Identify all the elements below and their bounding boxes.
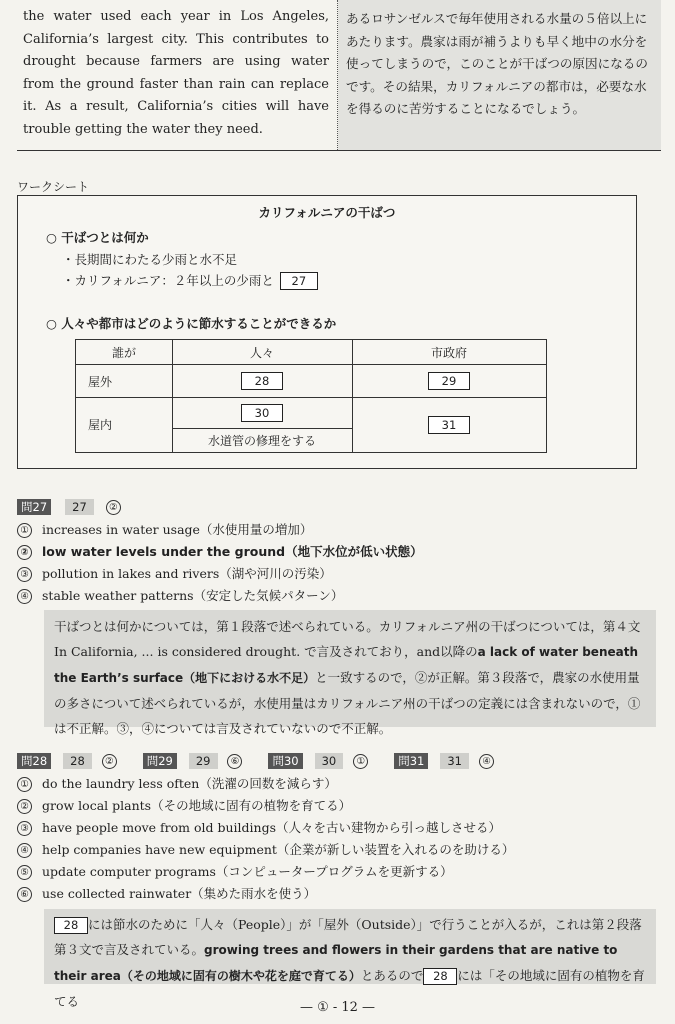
header-city: 市政府	[430, 346, 467, 360]
answer-box-29: 29	[428, 372, 470, 390]
q27-option-3: ③ pollution in lakes and rivers（湖や河川の汚染）	[17, 564, 332, 582]
q27-explanation: 干ばつとは何かについては，第１段落で述べられている。カリフォルニア州の干ばつについては，第４文 In California, ... is considered drought. で言及されており，and以降のa lack of water beneath the Earth’s surface（地下における水不足）と一致するので，②が正解。第３段落で，農家の水使用量の多さについて述べられているが，水使用量はカリフォルニア州の干ばつの定義には含まれないので，①は不正解。③，④については言及されていないので不正解。	[44, 610, 656, 727]
q29-tag: 問29	[143, 753, 177, 769]
q27-answer: ②	[106, 500, 121, 515]
q29-num: 29	[189, 753, 218, 769]
q31-answer: ④	[479, 754, 494, 769]
q28-option-5: ⑤ update computer programs（コンピュータープログラムを更新する）	[17, 862, 453, 880]
q30-tag: 問30	[268, 753, 302, 769]
q30-num: 30	[315, 753, 344, 769]
q27-tag: 問27	[17, 499, 51, 515]
q28-option-6: ⑥ use collected rainwater（集めた雨水を使う）	[17, 884, 316, 902]
english-passage: the water used each year in Los Angeles, California’s largest city. This contributes to drought because farmers are using water from the ground faster than rain can replace it. As a result, California’s cities will have trouble getting the water they need.	[23, 9, 329, 137]
q31-num: 31	[440, 753, 469, 769]
column-divider	[337, 0, 338, 150]
worksheet-label: ワークシート	[17, 180, 90, 194]
q28-answer: ②	[102, 754, 117, 769]
row-indoor: 屋内	[88, 418, 113, 432]
q27-num: 27	[65, 499, 94, 515]
q28-option-4: ④ help companies have new equipment（企業が新しい装置を入れるのを助ける）	[17, 840, 514, 858]
answer-box-31: 31	[428, 416, 470, 434]
q30-answer: ①	[353, 754, 368, 769]
section1-line2	[62, 271, 318, 290]
worksheet-table	[75, 339, 547, 453]
q27-option-1: ① increases in water usage（水使用量の増加）	[17, 520, 312, 538]
q28-tag: 問28	[17, 753, 51, 769]
q28-option-2: ② grow local plants（その地域に固有の植物を育てる）	[17, 796, 351, 814]
section1-heading: ○ 干ばつとは何か	[46, 230, 149, 245]
header-who: 誰が	[111, 346, 136, 360]
q28-option-3: ③ have people move from old buildings（人々を古い建物から引っ越しさせる）	[17, 818, 501, 836]
q27-header	[17, 499, 121, 515]
section1-line2-text: ・カリフォルニア：２年以上の少雨と	[62, 273, 274, 288]
q27-option-4: ④ stable weather patterns（安定した気候パターン）	[17, 586, 343, 604]
worksheet	[17, 195, 637, 469]
inline-box-28b: 28	[423, 968, 457, 985]
row-outdoor: 屋外	[88, 375, 113, 389]
worksheet-title: カリフォルニアの干ばつ	[258, 205, 396, 220]
q29-answer: ⑥	[227, 754, 242, 769]
answer-box-28: 28	[241, 372, 283, 390]
q28-31-header	[17, 753, 494, 769]
inline-box-28: 28	[54, 917, 88, 934]
section1-line1: ・長期間にわたる少雨と水不足	[62, 252, 238, 267]
page-number: — ① - 12 —	[299, 1000, 376, 1015]
passage-box	[17, 0, 661, 151]
q28-num: 28	[63, 753, 92, 769]
q27-option-2: ② low water levels under the ground（地下水位が低い状態）	[17, 542, 423, 560]
japanese-translation: あるロサンゼルスで毎年使用される水量の５倍以上にあたります。農家は雨が補うよりも早く地中の水分を使ってしまうので，このことが干ばつの原因になるのです。その結果，カリフォルニアの都市は，必要な水を得るのに苦労することになるでしょう。	[346, 11, 648, 116]
q31-tag: 問31	[394, 753, 428, 769]
section2-heading: ○ 人々や都市はどのように節水することができるか	[46, 316, 337, 331]
answer-box-27: 27	[280, 272, 318, 290]
q28-option-1: ① do the laundry less often（洗濯の回数を減らす）	[17, 774, 337, 792]
repair-pipes-cell: 水道管の修理をする	[207, 434, 316, 448]
header-people: 人々	[249, 346, 274, 360]
q28-explanation: 28 には節水のために「人々（People）」が「屋外（Outside）」で行うことが入るが，これは第２段落第３文で言及されている。growing trees and flowers in their gardens that are native to their area（その地域に固有の樹木や花を庭で育てる）とあるので 28 には「その地域に固有の植物を育てる	[44, 909, 656, 984]
answer-box-30: 30	[241, 404, 283, 422]
